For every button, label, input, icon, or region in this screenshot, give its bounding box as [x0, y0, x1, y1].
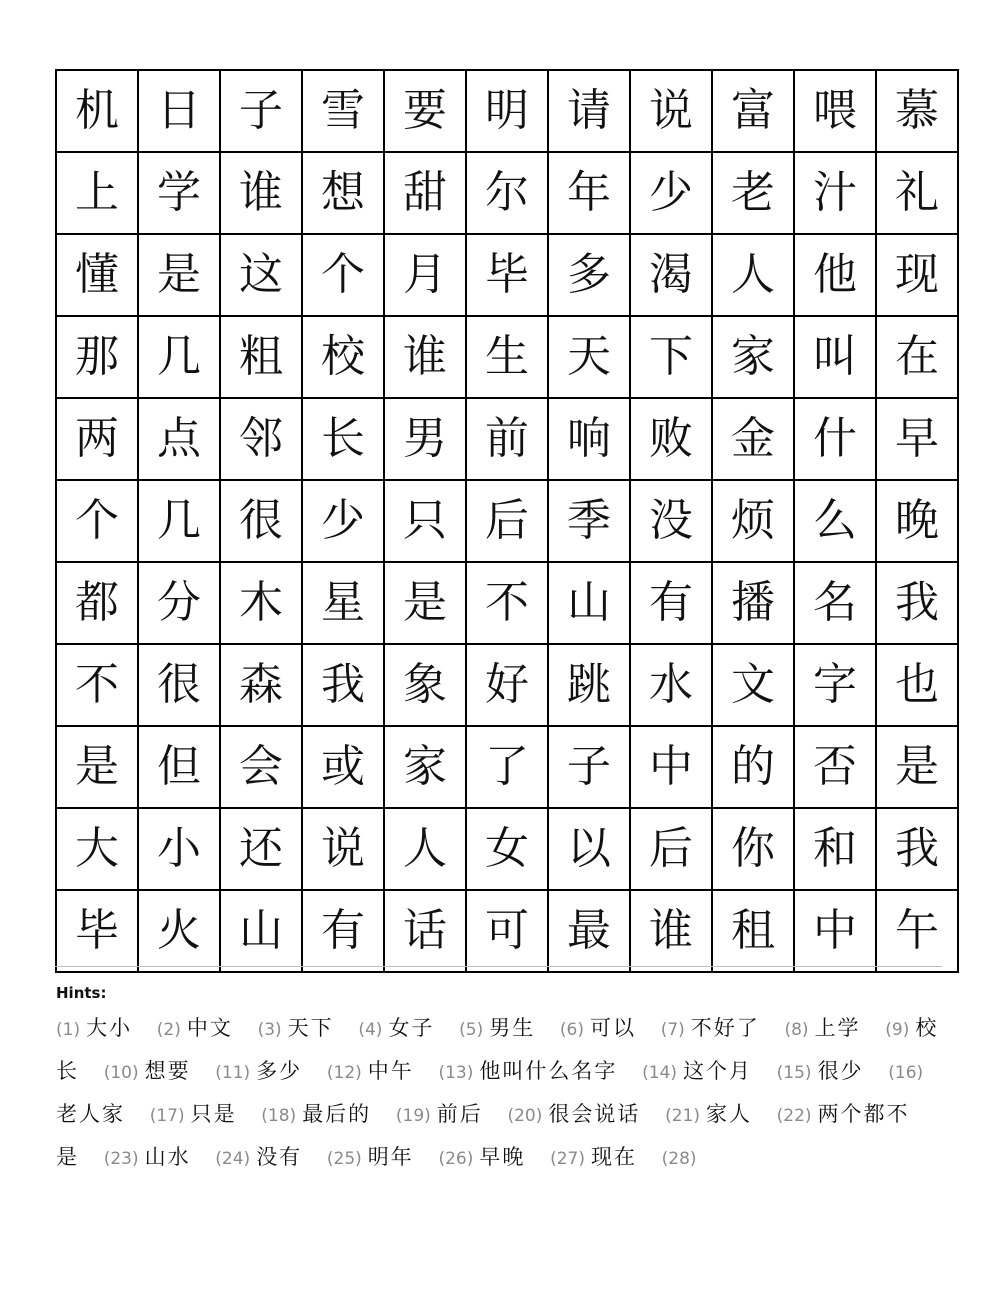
- hint-text: 不好了: [690, 1016, 760, 1040]
- grid-cell[interactable]: 的: [712, 726, 794, 808]
- grid-cell[interactable]: 很: [220, 480, 302, 562]
- hint-item: [327, 1145, 414, 1169]
- hints-title: Hints:: [56, 984, 107, 1002]
- grid-cell[interactable]: 我: [302, 644, 384, 726]
- grid-cell[interactable]: 学: [138, 152, 220, 234]
- grid-cell[interactable]: 想: [302, 152, 384, 234]
- grid-cell[interactable]: 毕: [56, 890, 138, 972]
- hint-item: [438, 1145, 525, 1169]
- word-search-grid: [55, 69, 959, 973]
- grid-cell[interactable]: 名: [794, 562, 876, 644]
- hint-text: 可以: [590, 1016, 636, 1040]
- grid-cell[interactable]: 长: [302, 398, 384, 480]
- grid-cell[interactable]: 响: [548, 398, 630, 480]
- grid-cell[interactable]: 或: [302, 726, 384, 808]
- grid-cell[interactable]: 校: [302, 316, 384, 398]
- grid-cell[interactable]: 人: [384, 808, 466, 890]
- grid-row: [56, 70, 958, 152]
- grid-cell[interactable]: 甜: [384, 152, 466, 234]
- hint-text: 校长: [56, 1016, 939, 1083]
- hint-item: [777, 1059, 864, 1083]
- grid-cell[interactable]: 你: [712, 808, 794, 890]
- grid-cell[interactable]: 还: [220, 808, 302, 890]
- grid-cell[interactable]: 汁: [794, 152, 876, 234]
- hint-number: (24): [215, 1149, 251, 1169]
- grid-cell[interactable]: 跳: [548, 644, 630, 726]
- grid-cell[interactable]: 那: [56, 316, 138, 398]
- grid-cell[interactable]: 是: [384, 562, 466, 644]
- grid-cell[interactable]: 尔: [466, 152, 548, 234]
- hint-number: (27): [550, 1149, 585, 1169]
- hint-item: [459, 1016, 535, 1040]
- grid-cell[interactable]: 山: [548, 562, 630, 644]
- grid-row: [56, 726, 958, 808]
- grid-cell[interactable]: 后: [466, 480, 548, 562]
- grid-cell[interactable]: 播: [712, 562, 794, 644]
- grid-cell[interactable]: 有: [630, 562, 712, 644]
- grid-cell[interactable]: 我: [876, 562, 958, 644]
- hint-number: (19): [395, 1106, 431, 1126]
- grid-cell[interactable]: 中: [794, 890, 876, 972]
- hint-text: 最后的: [302, 1102, 372, 1126]
- grid-cell[interactable]: 大: [56, 808, 138, 890]
- grid-cell[interactable]: 家: [712, 316, 794, 398]
- hint-text: 老人家: [56, 1102, 125, 1126]
- hint-text: 大小: [86, 1016, 133, 1040]
- grid-body: [56, 70, 958, 972]
- grid-cell[interactable]: 雪: [302, 70, 384, 152]
- grid-cell[interactable]: 也: [876, 644, 958, 726]
- hint-number: (7): [660, 1020, 685, 1040]
- hint-number: (12): [326, 1063, 362, 1083]
- grid-cell[interactable]: 几: [138, 480, 220, 562]
- hint-text: 只是: [190, 1102, 237, 1126]
- hint-number: (1): [56, 1020, 81, 1040]
- hint-text: 中文: [186, 1016, 233, 1040]
- grid-cell[interactable]: 子: [220, 70, 302, 152]
- hint-item: [157, 1016, 233, 1040]
- hint-item: [662, 1145, 703, 1169]
- grid-cell[interactable]: 可: [466, 890, 548, 972]
- grid-cell[interactable]: 败: [630, 398, 712, 480]
- hint-text: 很少: [817, 1059, 864, 1083]
- grid-cell[interactable]: 有: [302, 890, 384, 972]
- grid-cell[interactable]: 森: [220, 644, 302, 726]
- grid-row: [56, 644, 958, 726]
- grid-cell[interactable]: 慕: [876, 70, 958, 152]
- grid-cell[interactable]: 否: [794, 726, 876, 808]
- grid-cell[interactable]: 季: [548, 480, 630, 562]
- hint-text: 这个月: [682, 1059, 752, 1083]
- hint-item: [327, 1059, 414, 1083]
- grid-cell[interactable]: 没: [630, 480, 712, 562]
- grid-cell[interactable]: 下: [630, 316, 712, 398]
- hint-text: 没有: [256, 1145, 303, 1169]
- hint-number: (4): [358, 1020, 383, 1040]
- grid-cell[interactable]: 早: [876, 398, 958, 480]
- hint-text: 早晚: [479, 1145, 526, 1169]
- grid-cell[interactable]: 他: [794, 234, 876, 316]
- grid-cell[interactable]: 不: [466, 562, 548, 644]
- hint-text: 家人: [705, 1102, 752, 1126]
- grid-cell[interactable]: 几: [138, 316, 220, 398]
- grid-cell[interactable]: 很: [138, 644, 220, 726]
- grid-cell[interactable]: 天: [548, 316, 630, 398]
- hint-item: [104, 1145, 191, 1169]
- hint-text: 天下: [287, 1016, 334, 1040]
- hint-number: (26): [438, 1149, 474, 1169]
- grid-cell[interactable]: 现: [876, 234, 958, 316]
- grid-cell[interactable]: 少: [302, 480, 384, 562]
- grid-cell[interactable]: 木: [220, 562, 302, 644]
- grid-cell[interactable]: 和: [794, 808, 876, 890]
- hint-item: [150, 1102, 237, 1126]
- grid-cell[interactable]: 个: [56, 480, 138, 562]
- grid-cell[interactable]: 谁: [630, 890, 712, 972]
- hint-text: 男生: [489, 1016, 536, 1040]
- hint-item: [784, 1016, 860, 1040]
- grid-cell[interactable]: 了: [466, 726, 548, 808]
- hint-number: (25): [326, 1149, 362, 1169]
- grid-row: [56, 890, 958, 972]
- grid-cell[interactable]: 两: [56, 398, 138, 480]
- hint-item: [438, 1059, 617, 1083]
- grid-cell[interactable]: 生: [466, 316, 548, 398]
- hint-item: [358, 1016, 434, 1040]
- hint-number: (21): [665, 1106, 700, 1126]
- grid-cell[interactable]: 话: [384, 890, 466, 972]
- hint-number: (11): [215, 1063, 251, 1083]
- hint-text: 现在: [590, 1145, 637, 1169]
- grid-cell[interactable]: 邻: [220, 398, 302, 480]
- grid-cell[interactable]: 烦: [712, 480, 794, 562]
- hint-item: [642, 1059, 752, 1083]
- grid-cell[interactable]: 会: [220, 726, 302, 808]
- grid-cell[interactable]: 星: [302, 562, 384, 644]
- grid-cell[interactable]: 水: [630, 644, 712, 726]
- divider: [55, 966, 942, 967]
- hint-number: (2): [156, 1020, 181, 1040]
- grid-cell[interactable]: 月: [384, 234, 466, 316]
- grid-cell[interactable]: 以: [548, 808, 630, 890]
- grid-cell[interactable]: 家: [384, 726, 466, 808]
- grid-cell[interactable]: 火: [138, 890, 220, 972]
- grid-cell[interactable]: 懂: [56, 234, 138, 316]
- grid-cell[interactable]: 是: [876, 726, 958, 808]
- hint-item: [261, 1102, 371, 1126]
- hint-item: [56, 1016, 132, 1040]
- hint-number: (17): [149, 1106, 185, 1126]
- grid-cell[interactable]: 点: [138, 398, 220, 480]
- hint-number: (5): [459, 1020, 484, 1040]
- grid-cell[interactable]: 都: [56, 562, 138, 644]
- hint-item: [550, 1145, 637, 1169]
- grid-cell[interactable]: 是: [138, 234, 220, 316]
- grid-cell[interactable]: 象: [384, 644, 466, 726]
- hint-number: (28): [661, 1149, 697, 1169]
- grid-cell[interactable]: 老: [712, 152, 794, 234]
- grid-cell[interactable]: 谁: [384, 316, 466, 398]
- hint-item: [507, 1102, 640, 1126]
- hint-number: (3): [257, 1020, 282, 1040]
- hint-item: [215, 1059, 302, 1083]
- hint-number: (20): [507, 1106, 543, 1126]
- grid-cell[interactable]: 毕: [466, 234, 548, 316]
- hint-number: (14): [642, 1063, 677, 1083]
- grid-cell[interactable]: 粗: [220, 316, 302, 398]
- hint-text: 想要: [144, 1059, 191, 1083]
- grid-cell[interactable]: 日: [138, 70, 220, 152]
- hint-number: (8): [784, 1020, 809, 1040]
- grid-row: [56, 234, 958, 316]
- hint-item: [258, 1016, 334, 1040]
- grid-cell[interactable]: 这: [220, 234, 302, 316]
- hint-item: [215, 1145, 302, 1169]
- hint-item: [104, 1059, 191, 1083]
- hint-text: 很会说话: [548, 1102, 641, 1126]
- hint-text: 明年: [367, 1145, 414, 1169]
- grid-cell[interactable]: 男: [384, 398, 466, 480]
- hint-text: 女子: [388, 1016, 435, 1040]
- grid-cell[interactable]: 要: [384, 70, 466, 152]
- grid-cell[interactable]: 女: [466, 808, 548, 890]
- grid-cell[interactable]: 晚: [876, 480, 958, 562]
- grid-cell[interactable]: 后: [630, 808, 712, 890]
- grid-cell[interactable]: 个: [302, 234, 384, 316]
- grid-row: [56, 152, 958, 234]
- grid-cell[interactable]: 前: [466, 398, 548, 480]
- hint-number: (15): [776, 1063, 812, 1083]
- grid-cell[interactable]: 分: [138, 562, 220, 644]
- hint-number: (9): [885, 1020, 910, 1040]
- grid-row: [56, 316, 958, 398]
- grid-cell[interactable]: 午: [876, 890, 958, 972]
- grid-cell[interactable]: 山: [220, 890, 302, 972]
- grid-row: [56, 398, 958, 480]
- hint-item: [396, 1102, 483, 1126]
- grid-cell[interactable]: 人: [712, 234, 794, 316]
- grid-cell[interactable]: 子: [548, 726, 630, 808]
- hint-number: (23): [103, 1149, 139, 1169]
- hint-text: 上学: [814, 1016, 861, 1040]
- hint-number: (16): [888, 1063, 924, 1083]
- hint-text: 多少: [256, 1059, 303, 1083]
- grid-cell[interactable]: 谁: [220, 152, 302, 234]
- hint-number: (18): [261, 1106, 297, 1126]
- grid-cell[interactable]: 中: [630, 726, 712, 808]
- grid-cell[interactable]: 么: [794, 480, 876, 562]
- hint-text: 他叫什么名字: [479, 1059, 618, 1083]
- grid-cell[interactable]: 喂: [794, 70, 876, 152]
- hint-text: 中午: [367, 1059, 414, 1083]
- grid-cell[interactable]: 小: [138, 808, 220, 890]
- grid-cell[interactable]: 只: [384, 480, 466, 562]
- grid-row: [56, 808, 958, 890]
- grid-cell[interactable]: 少: [630, 152, 712, 234]
- grid-cell[interactable]: 富: [712, 70, 794, 152]
- hints-list: [56, 1008, 946, 1180]
- hint-text: 前后: [436, 1102, 483, 1126]
- hint-number: (6): [559, 1020, 584, 1040]
- grid-cell[interactable]: 叫: [794, 316, 876, 398]
- grid-cell[interactable]: 渴: [630, 234, 712, 316]
- grid-cell[interactable]: 是: [56, 726, 138, 808]
- grid-cell[interactable]: 租: [712, 890, 794, 972]
- grid-cell[interactable]: 好: [466, 644, 548, 726]
- grid-cell[interactable]: 明: [466, 70, 548, 152]
- grid-cell[interactable]: 年: [548, 152, 630, 234]
- hint-text: 山水: [144, 1145, 191, 1169]
- grid-cell[interactable]: 多: [548, 234, 630, 316]
- hint-item: [665, 1102, 752, 1126]
- grid-cell[interactable]: 说: [630, 70, 712, 152]
- hint-item: [560, 1016, 636, 1040]
- grid-cell[interactable]: 我: [876, 808, 958, 890]
- grid-cell[interactable]: 上: [56, 152, 138, 234]
- grid-cell[interactable]: 什: [794, 398, 876, 480]
- hint-item: [661, 1016, 760, 1040]
- grid-cell[interactable]: 字: [794, 644, 876, 726]
- grid-cell[interactable]: 礼: [876, 152, 958, 234]
- grid-row: [56, 562, 958, 644]
- hint-number: (13): [438, 1063, 474, 1083]
- hint-text: 两个都不是: [56, 1102, 910, 1169]
- grid-cell[interactable]: 金: [712, 398, 794, 480]
- hint-number: (10): [103, 1063, 139, 1083]
- grid-cell[interactable]: 说: [302, 808, 384, 890]
- grid-cell[interactable]: 在: [876, 316, 958, 398]
- grid-cell[interactable]: 请: [548, 70, 630, 152]
- grid-row: [56, 480, 958, 562]
- hint-number: (22): [776, 1106, 812, 1126]
- grid-cell[interactable]: 最: [548, 890, 630, 972]
- grid-cell[interactable]: 不: [56, 644, 138, 726]
- grid-cell[interactable]: 文: [712, 644, 794, 726]
- grid-cell[interactable]: 机: [56, 70, 138, 152]
- grid-cell[interactable]: 但: [138, 726, 220, 808]
